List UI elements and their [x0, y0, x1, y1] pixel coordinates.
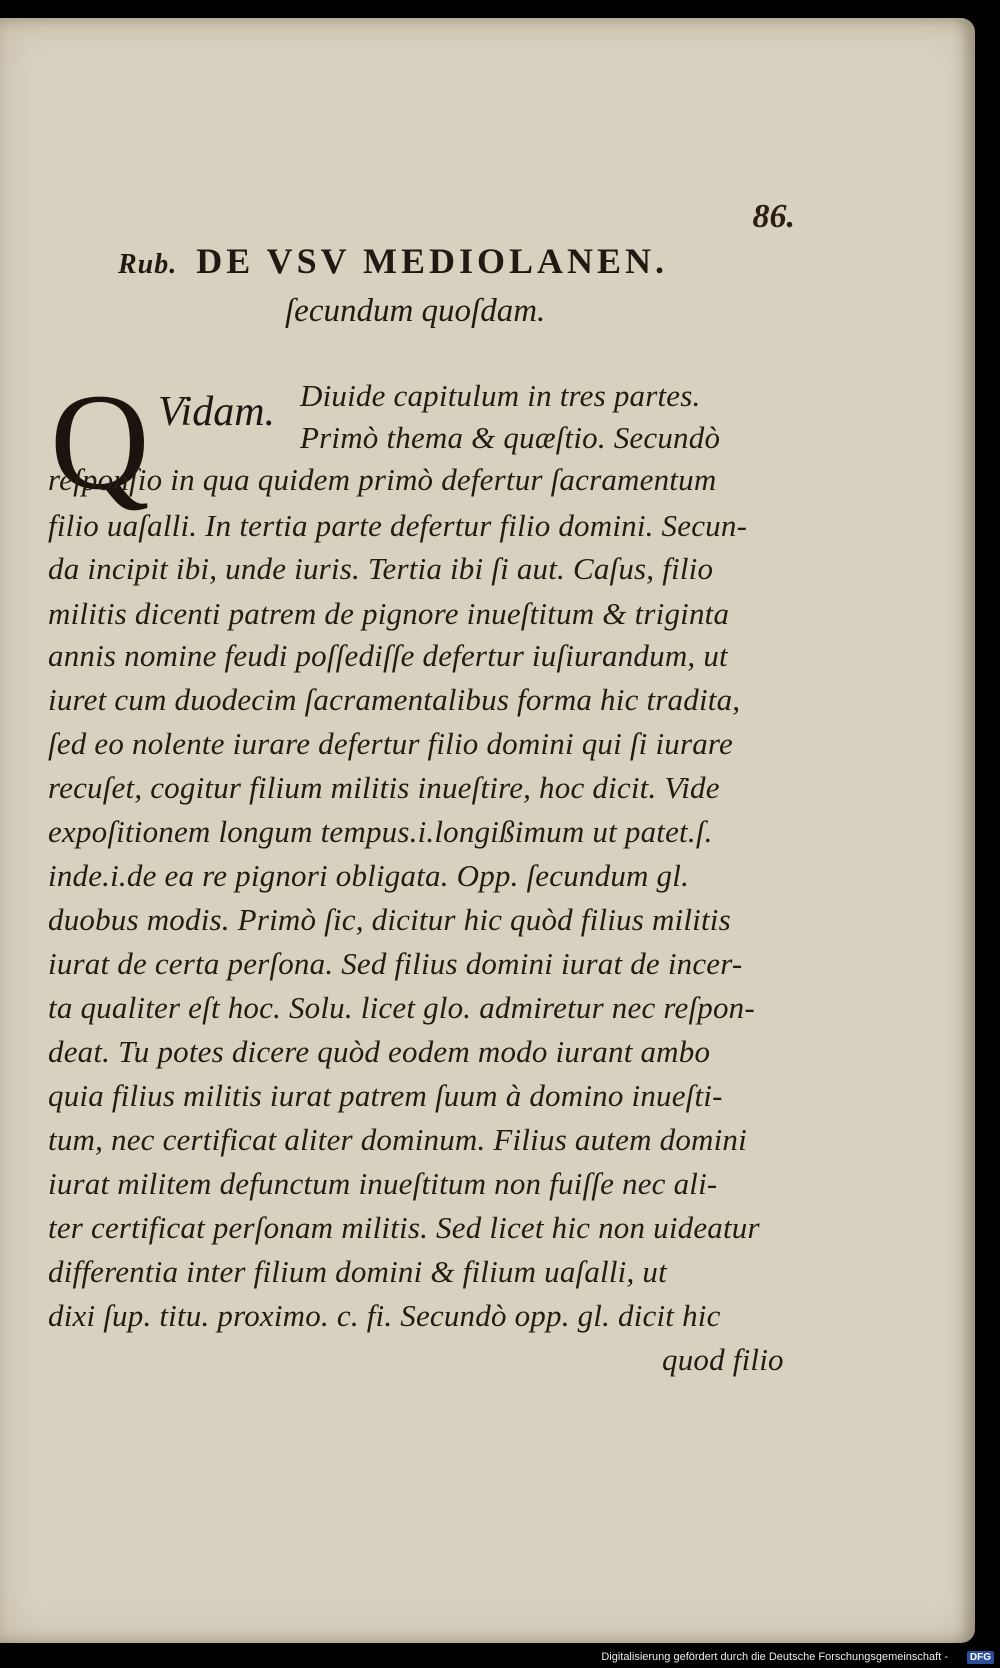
text-line: ter certificat perſonam militis. Sed licet hic non uideatur: [48, 1210, 760, 1245]
text-line: inde.i.de ea re pignori obligata. Opp. ſecundum gl.: [48, 858, 690, 893]
text-line: Primò thema & quæſtio. Secundò: [300, 420, 721, 455]
text-line: iuret cum duodecim ſacramentalibus forma hic tradita,: [48, 682, 741, 717]
text-line: tum, nec certificat aliter dominum. Filius autem domini: [48, 1122, 747, 1157]
footer-text: Digitalisierung gefördert durch die Deutsche Forschungsgemeinschaft -: [601, 1651, 948, 1663]
first-word: Vidam.: [158, 389, 276, 435]
rubric-prefix: Rub.: [118, 249, 178, 280]
text-line: filio uaſalli. In tertia parte defertur filio domini. Secun-: [48, 508, 748, 543]
text-line: militis dicenti patrem de pignore inueſtitum & triginta: [48, 596, 730, 631]
text-line: deat. Tu potes dicere quòd eodem modo iurant ambo: [48, 1034, 711, 1069]
text-line: iurat militem defunctum inueſtitum non fuiſſe nec ali-: [48, 1166, 718, 1201]
text-line: ſed eo nolente iurare defertur filio domini qui ſi iurare: [48, 726, 733, 761]
book-page: [0, 18, 975, 1643]
text-line: expoſitionem longum tempus.i.longißimum ut patet.ſ.: [48, 814, 713, 849]
text-line: duobus modis. Primò ſic, dicitur hic quòd filius militis: [48, 902, 731, 937]
drop-cap-initial: Q: [50, 365, 150, 518]
text-line: quia filius militis iurat patrem ſuum à domino inueſti-: [48, 1078, 723, 1113]
text-line: da incipit ibi, unde iuris. Tertia ibi ſi aut. Caſus, filio: [48, 551, 714, 586]
text-line: annis nomine feudi poſſediſſe defertur iuſiurandum, ut: [48, 638, 728, 673]
text-line: ta qualiter eſt hoc. Solu. licet glo. admiretur nec reſpon-: [48, 990, 755, 1025]
chapter-subtitle: ſecundum quoſdam.: [285, 293, 546, 329]
text-line: dixi ſup. titu. proximo. c. fi. Secundò opp. gl. dicit hic: [48, 1298, 721, 1333]
rubric-title: DE VSV MEDIOLANEN.: [196, 241, 668, 281]
text-line: differentia inter filium domini & filium uaſalli, ut: [48, 1254, 667, 1289]
catchword: quod filio: [662, 1342, 784, 1377]
text-line: Diuide capitulum in tres partes.: [300, 378, 701, 413]
page-number: 86.: [752, 198, 795, 235]
text-line: recuſet, cogitur filium militis inueſtire, hoc dicit. Vide: [48, 770, 720, 805]
text-line: reſponſio in qua quidem primò defertur ſacramentum: [48, 462, 717, 497]
text-line: iurat de certa perſona. Sed filius domini iurat de incer-: [48, 946, 743, 981]
dfg-logo-icon: DFG: [967, 1651, 994, 1664]
chapter-heading: [118, 240, 758, 282]
digitization-footer: [0, 1648, 1000, 1668]
